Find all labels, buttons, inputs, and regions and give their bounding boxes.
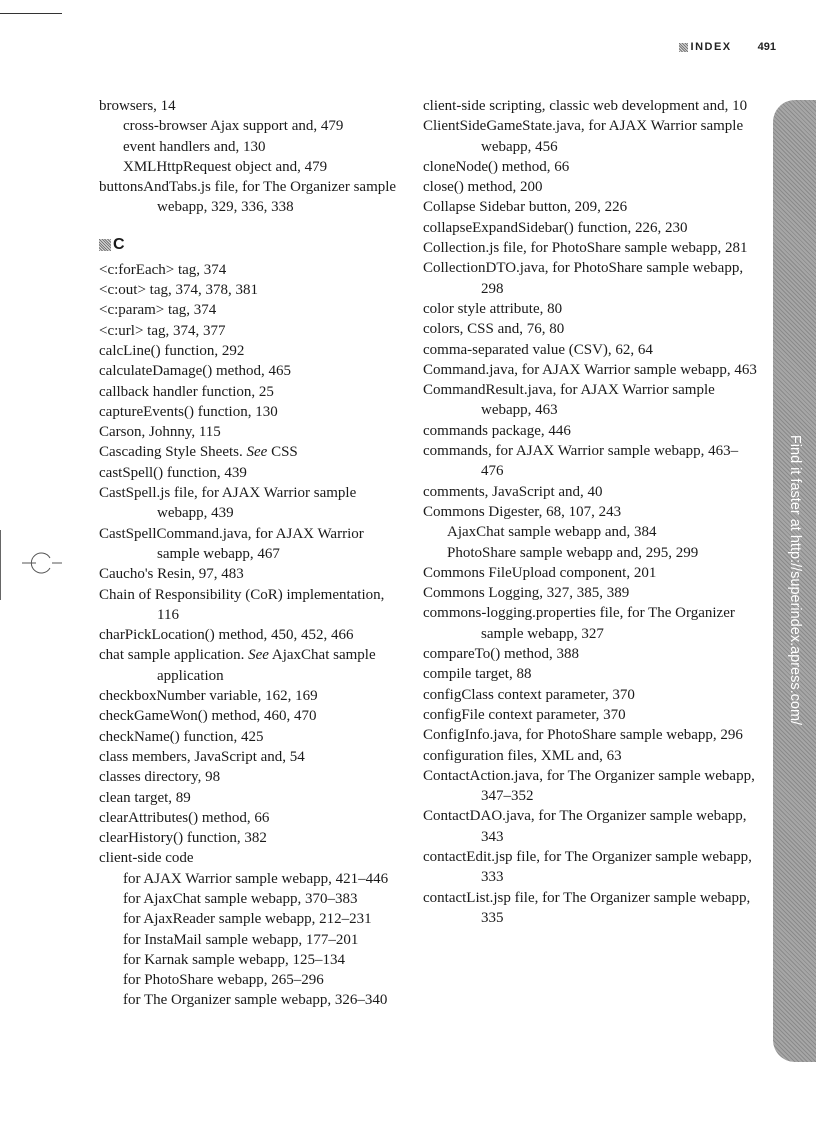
index-entry: checkGameWon() method, 460, 470 xyxy=(99,708,317,725)
index-entry: color style attribute, 80 xyxy=(423,300,563,317)
index-entry: Chain of Responsibility (CoR) implementation, 116 xyxy=(99,586,385,623)
index-entry: compareTo() method, 388 xyxy=(423,646,579,663)
section-square-icon xyxy=(679,43,688,52)
index-entry: castSpell() function, 439 xyxy=(99,464,247,481)
index-subentry: for AjaxReader sample webapp, 212–231 xyxy=(123,911,372,928)
index-entry: Commons Logging, 327, 385, 389 xyxy=(423,585,630,602)
running-head-section: INDEX xyxy=(690,41,732,53)
index-entry xyxy=(99,645,409,686)
crop-mark-top xyxy=(0,13,62,14)
index-subentry: for AJAX Warrior sample webapp, 421–446 xyxy=(123,870,389,887)
index-entry: clean target, 89 xyxy=(99,789,191,806)
index-entry: Carson, Johnny, 115 xyxy=(99,424,221,441)
index-entry: configClass context parameter, 370 xyxy=(423,686,635,703)
index-entry: contactEdit.jsp file, for The Organizer sample webapp, 333 xyxy=(423,848,752,886)
page-number: 491 xyxy=(757,41,776,53)
index-entry: <c:url> tag, 374, 377 xyxy=(99,322,226,339)
index-entry: compile target, 88 xyxy=(423,666,532,683)
index-subentry: for AjaxChat sample webapp, 370–383 xyxy=(123,890,358,907)
index-entry: contactList.jsp file, for The Organizer sample webapp, 335 xyxy=(423,889,751,926)
index-entry: CollectionDTO.java, for PhotoShare sample webapp, 298 xyxy=(423,260,744,297)
index-entry: ContactDAO.java, for The Organizer sample webapp, 343 xyxy=(423,808,747,845)
crop-mark-left xyxy=(0,530,1,600)
index-subentry: cross-browser Ajax support and, 479 xyxy=(123,118,344,135)
index-column-left xyxy=(99,96,409,1011)
index-entry: ConfigInfo.java, for PhotoShare sample webapp, 296 xyxy=(423,727,743,744)
index-entry: captureEvents() function, 130 xyxy=(99,403,278,420)
index-entry: calculateDamage() method, 465 xyxy=(99,363,291,380)
index-subentry: AjaxChat sample webapp and, 384 xyxy=(447,524,657,541)
entry-term: Cascading Style Sheets. xyxy=(99,444,247,461)
index-subentry: event handlers and, 130 xyxy=(123,138,266,155)
index-entry: CastSpell.js file, for AJAX Warrior sample webapp, 439 xyxy=(99,485,357,522)
index-entry: charPickLocation() method, 450, 452, 466 xyxy=(99,627,354,644)
index-entry xyxy=(99,442,409,462)
index-entry: classes directory, 98 xyxy=(99,769,221,786)
index-subentry: PhotoShare sample webapp and, 295, 299 xyxy=(447,544,699,561)
index-entry: <c:param> tag, 374 xyxy=(99,302,217,319)
index-entry: buttonsAndTabs.js file, for The Organizer sample webapp, 329, 336, 338 xyxy=(99,179,397,216)
registration-mark-icon xyxy=(22,550,62,574)
index-entry: Collapse Sidebar button, 209, 226 xyxy=(423,199,628,216)
section-square-icon xyxy=(99,239,111,251)
index-entry: comma-separated value (CSV), 62, 64 xyxy=(423,341,653,358)
entry-term: chat sample application. xyxy=(99,647,249,664)
index-entry: commands, for AJAX Warrior sample webapp, 463–476 xyxy=(423,443,739,480)
index-entry: Caucho's Resin, 97, 483 xyxy=(99,566,244,583)
see-reference: See xyxy=(246,444,268,461)
index-entry: collapseExpandSidebar() function, 226, 230 xyxy=(423,219,688,236)
index-subentry: for InstaMail sample webapp, 177–201 xyxy=(123,931,359,948)
cross-reference-target: CSS xyxy=(267,444,298,461)
index-entry: <c:out> tag, 374, 378, 381 xyxy=(99,282,258,299)
index-subentry: for Karnak sample webapp, 125–134 xyxy=(123,951,346,968)
index-entry: CommandResult.java, for AJAX Warrior sample webapp, 463 xyxy=(423,382,715,419)
running-head xyxy=(679,41,776,53)
section-letter-heading xyxy=(99,234,409,256)
index-entry: Commons Digester, 68, 107, 243 xyxy=(423,503,622,520)
index-entry: configFile context parameter, 370 xyxy=(423,706,626,723)
see-reference: See xyxy=(248,647,269,664)
index-entry: clearHistory() function, 382 xyxy=(99,830,267,847)
cross-reference-target: AjaxChat sample application xyxy=(157,647,376,684)
index-subentry: for The Organizer sample webapp, 326–340 xyxy=(123,992,388,1009)
index-entry: commons-logging.properties file, for The Organizer sample webapp, 327 xyxy=(423,605,735,642)
thumb-tab-text: Find it faster at http://superindex.apress.com/ xyxy=(787,434,803,726)
index-entry: callback handler function, 25 xyxy=(99,383,274,400)
index-entry: CastSpellCommand.java, for AJAX Warrior sample webapp, 467 xyxy=(99,525,364,562)
section-letter: C xyxy=(113,235,125,253)
index-column-right xyxy=(423,96,758,928)
index-entry: cloneNode() method, 66 xyxy=(423,158,570,175)
index-entry: calcLine() function, 292 xyxy=(99,342,245,359)
index-entry: Collection.js file, for PhotoShare sample webapp, 281 xyxy=(423,240,748,257)
index-entry: client-side scripting, classic web development and, 10 xyxy=(423,98,748,114)
index-entry: commands package, 446 xyxy=(423,422,571,439)
index-entry: class members, JavaScript and, 54 xyxy=(99,748,305,765)
index-entry: checkboxNumber variable, 162, 169 xyxy=(99,688,318,705)
index-subentry: for PhotoShare webapp, 265–296 xyxy=(123,972,324,989)
index-entry: Command.java, for AJAX Warrior sample webapp, 463 xyxy=(423,361,757,378)
index-entry: configuration files, XML and, 63 xyxy=(423,747,622,764)
index-entry: <c:forEach> tag, 374 xyxy=(99,261,227,278)
index-entry: checkName() function, 425 xyxy=(99,728,264,745)
index-entry: comments, JavaScript and, 40 xyxy=(423,483,603,500)
index-entry: colors, CSS and, 76, 80 xyxy=(423,321,565,338)
index-subentry: XMLHttpRequest object and, 479 xyxy=(123,158,328,175)
index-entry: clearAttributes() method, 66 xyxy=(99,809,270,826)
index-entry: Commons FileUpload component, 201 xyxy=(423,564,657,581)
index-entry: close() method, 200 xyxy=(423,179,543,196)
index-entry: browsers, 14 xyxy=(99,98,176,114)
index-entry: client-side code xyxy=(99,850,194,867)
index-entry: ContactAction.java, for The Organizer sample webapp, 347–352 xyxy=(423,767,755,805)
index-entry: ClientSideGameState.java, for AJAX Warrior sample webapp, 456 xyxy=(423,118,744,155)
